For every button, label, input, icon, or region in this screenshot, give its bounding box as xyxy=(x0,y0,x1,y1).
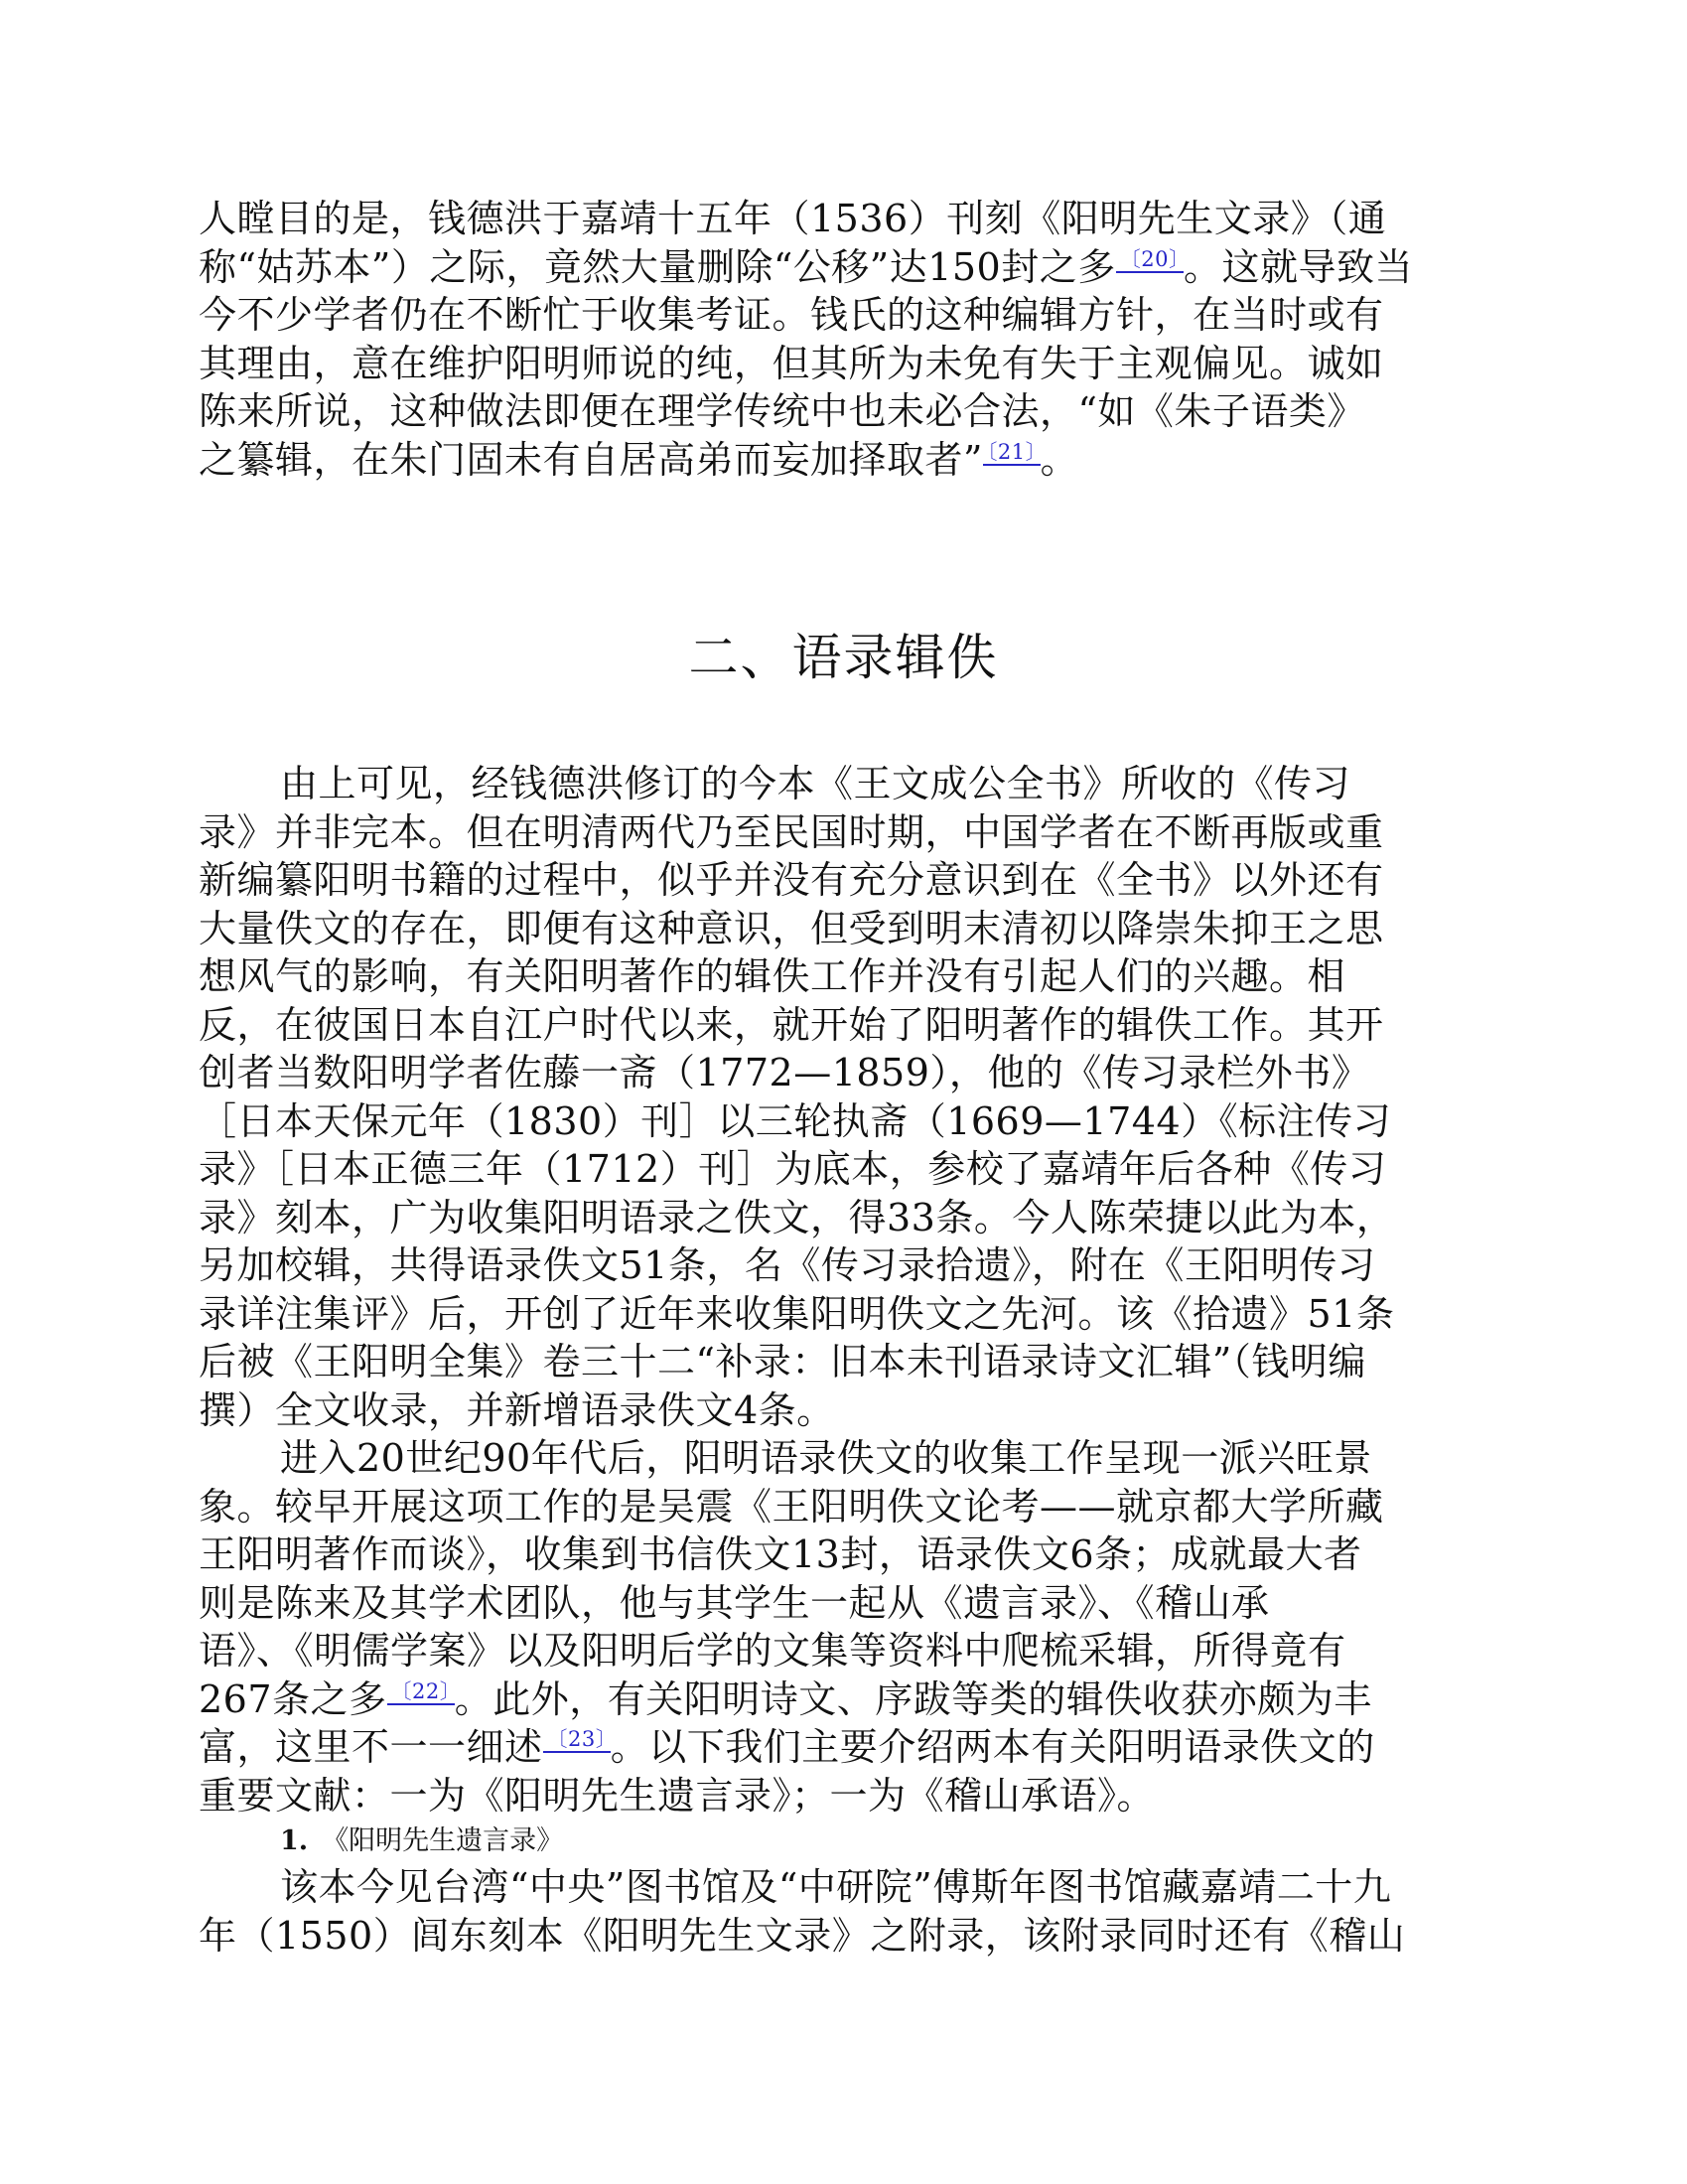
text-line xyxy=(199,340,1489,388)
text-line xyxy=(199,387,1489,436)
text-line: 创者当数阳明学者佐藤一斋（1772—1859），他的《传习录栏外书》 xyxy=(199,1051,1370,1094)
paragraph-3 xyxy=(199,1863,1489,1960)
line-text: 今不少学者仍在不断忙于收集考证。钱氏的这种编辑方针，在当时或有 xyxy=(199,293,1384,337)
paragraph-2 xyxy=(199,1434,1489,1820)
text-line: 想风气的影响，有关阳明著作的辑佚工作并没有引起人们的兴趣。相 xyxy=(199,954,1346,998)
subsection-number: 1. xyxy=(280,1825,309,1856)
line-text: 。此外，有关阳明诗文、序跋等类的辑佚收获亦颇为丰 xyxy=(454,1676,1372,1721)
subsection-heading xyxy=(199,1820,1489,1863)
text-line: 录详注集评》后，开创了近年来收集阳明佚文之先河。该《拾遗》51条 xyxy=(199,1291,1395,1336)
text-line: 该本今见台湾“中央”图书馆及“中研院”傅斯年图书馆藏嘉靖二十九 xyxy=(280,1865,1392,1909)
line-text: 其理由，意在维护阳明师说的纯，但其所为未免有失于主观偏见。诚如 xyxy=(199,341,1384,385)
line-text: 267条之多 xyxy=(199,1676,387,1721)
line-text: 之纂辑，在朱门固未有自居高弟而妄加择取者” xyxy=(199,437,983,482)
text-line: 大量佚文的存在，即便有这种意识，但受到明末清初以降崇朱抑王之思 xyxy=(199,906,1384,950)
text-line xyxy=(199,436,1489,485)
text-line xyxy=(199,1579,1489,1628)
text-line: 年（1550）闾东刻本《阳明先生文录》之附录，该附录同时还有《稽山 xyxy=(199,1913,1406,1958)
subsection-title: 《阳明先生遗言录》 xyxy=(322,1825,564,1856)
line-text: 。以下我们主要介绍两本有关阳明语录佚文的 xyxy=(610,1725,1375,1769)
line-text: 则是陈来及其学术团队，他与其学生一起从《遗言录》、《稽山承 xyxy=(199,1580,1270,1625)
text-line: 后被《王阳明全集》卷三十二“补录：旧本未刊语录诗文汇辑”（钱明编 xyxy=(199,1340,1366,1383)
text-line xyxy=(199,1627,1489,1675)
text-line: 录》并非完本。但在明清两代乃至民国时期，中国学者在不断再版或重 xyxy=(199,809,1384,854)
text-line xyxy=(199,1723,1489,1772)
text-line xyxy=(199,1675,1489,1724)
line-text: 人瞠目的是，钱德洪于嘉靖十五年（1536）刊刻《阳明先生文录》（通 xyxy=(199,197,1387,240)
text-line xyxy=(199,243,1489,292)
text-line: 撰）全文收录，并新增语录佚文4条。 xyxy=(199,1387,835,1432)
text-line: 新编纂阳明书籍的过程中，似乎并没有充分意识到在《全书》以外还有 xyxy=(199,858,1384,902)
text-line: 录》［日本正德三年（1712）刊］为底本，参校了嘉靖年后各种《传习 xyxy=(199,1147,1387,1191)
text-line: 另加校辑，共得语录佚文51条，名《传习录拾遗》，附在《王阳明传习 xyxy=(199,1243,1376,1287)
text-line: 由上可见，经钱德洪修订的今本《王文成公全书》所收的《传习 xyxy=(280,762,1351,805)
line-text: 重要文献：一为《阳明先生遗言录》；一为《稽山承语》。 xyxy=(199,1773,1156,1818)
text-line xyxy=(199,291,1489,340)
text-line: 反，在彼国日本自江户时代以来，就开始了阳明著作的辑佚工作。其开 xyxy=(199,1002,1384,1047)
text-line: ［日本天保元年（1830）刊］以三轮执斋（1669—1744）《标注传习 xyxy=(199,1098,1392,1143)
line-text: 王阳明著作而谈》，收集到书信佚文13封，语录佚文6条；成就最大者 xyxy=(199,1532,1362,1576)
text-line xyxy=(199,1483,1489,1531)
line-text: 进入20世纪90年代后，阳明语录佚文的收集工作呈现一派兴旺景 xyxy=(280,1436,1372,1480)
text-line: 录》刻本，广为收集阳明语录之佚文，得33条。今人陈荣捷以此为本， xyxy=(199,1195,1395,1239)
text-line xyxy=(199,195,1489,243)
line-text: 称“姑苏本”）之际，竟然大量删除“公移”达150封之多 xyxy=(199,244,1116,289)
footnote-link-22[interactable]: 〔22〕 xyxy=(387,1679,455,1705)
footnote-link-21[interactable]: 〔21〕 xyxy=(983,440,1041,466)
footnote-link-23[interactable]: 〔23〕 xyxy=(543,1727,611,1753)
line-text: 。这就导致当 xyxy=(1183,244,1413,289)
footnote-link-20[interactable]: 〔20〕 xyxy=(1116,247,1184,273)
paragraph-1 xyxy=(199,760,1489,1960)
line-text: 富，这里不一一细述 xyxy=(199,1725,543,1769)
line-text: 陈来所说，这种做法即便在理学传统中也未必合法，“如《朱子语类》 xyxy=(199,389,1365,433)
text-line xyxy=(199,1434,1489,1483)
text-line xyxy=(199,1530,1489,1579)
line-text: 象。较早开展这项工作的是吴震《王阳明佚文论考——就京都大学所藏 xyxy=(199,1484,1384,1529)
section-heading: 二、语录辑佚 xyxy=(688,629,999,686)
text-line xyxy=(199,1772,1489,1820)
top-paragraph xyxy=(199,195,1489,484)
line-text: 语》、《明儒学案》以及阳明后学的文集等资料中爬梳采辑，所得竟有 xyxy=(199,1629,1346,1673)
line-text: 。 xyxy=(1040,437,1079,482)
